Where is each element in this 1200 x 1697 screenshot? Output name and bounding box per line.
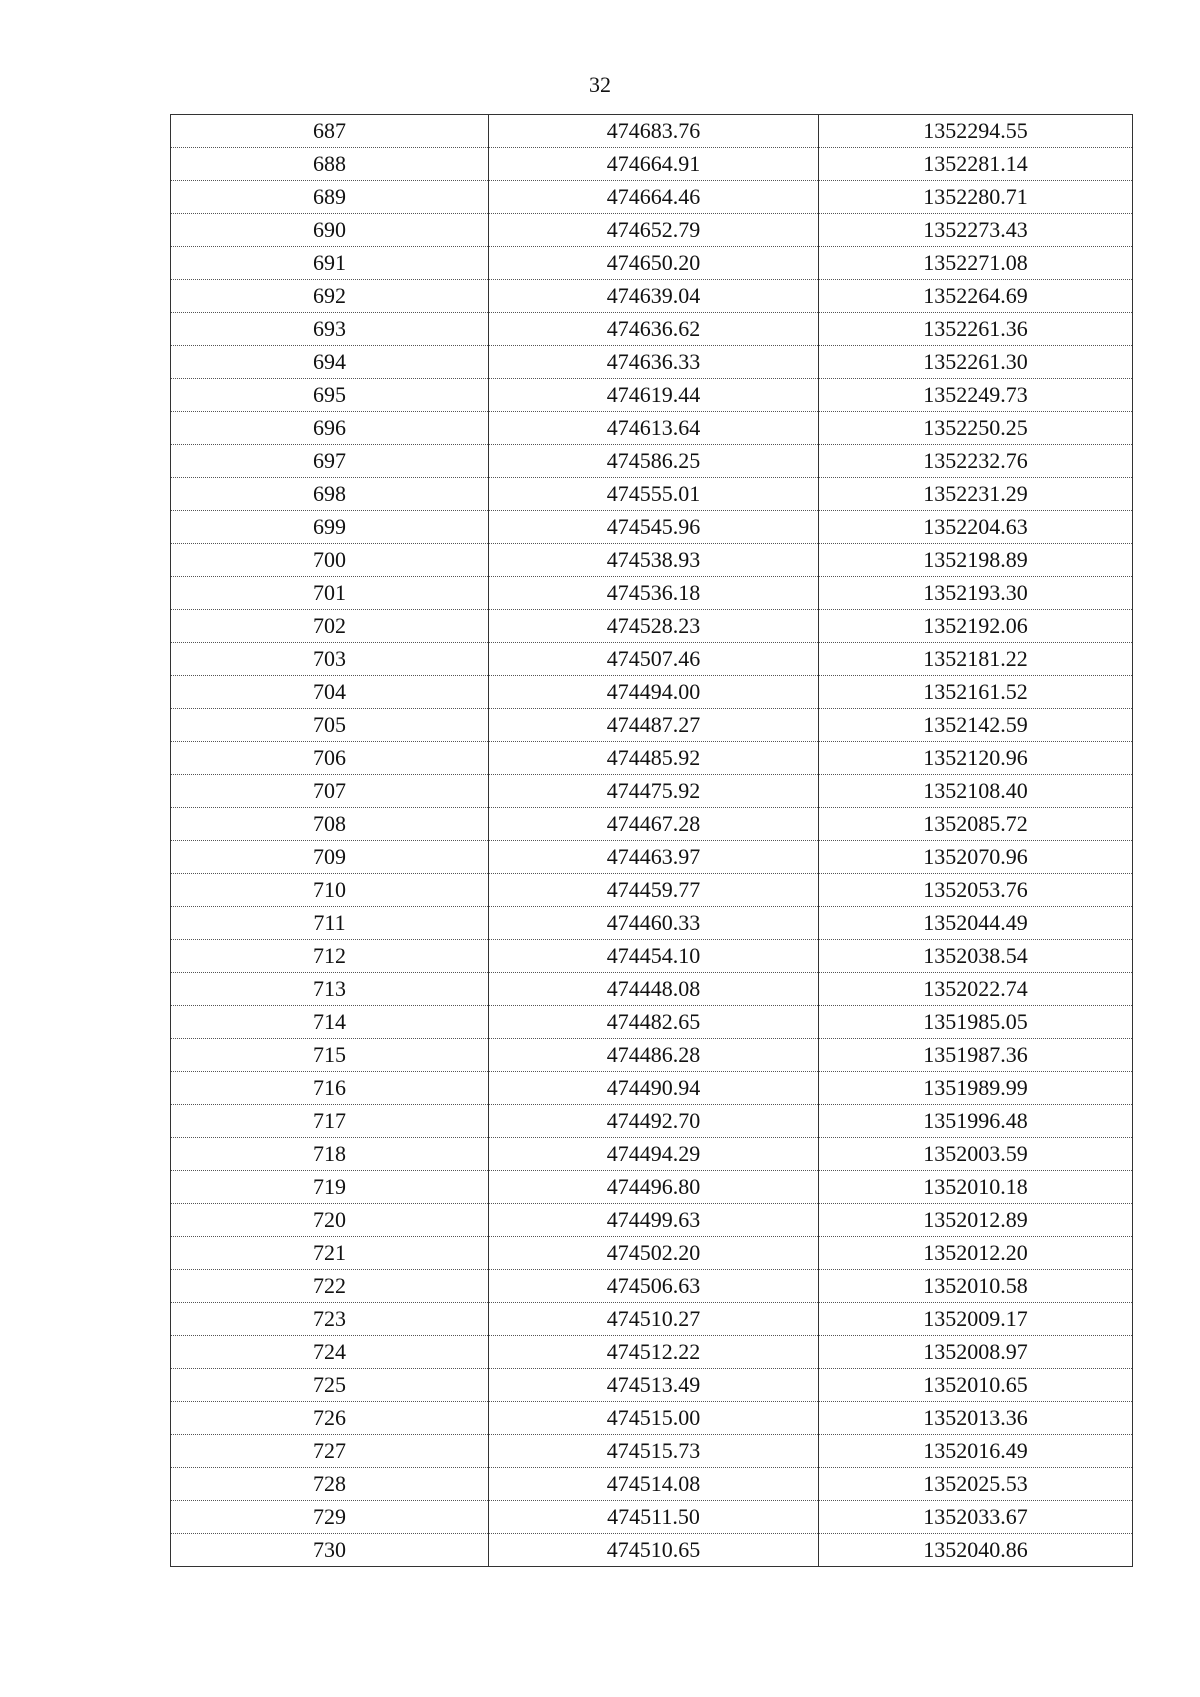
x-coordinate-cell: 474636.62 bbox=[489, 313, 819, 346]
point-number-cell: 690 bbox=[171, 214, 489, 247]
table-row bbox=[171, 1138, 1133, 1171]
table-row bbox=[171, 1270, 1133, 1303]
point-number-cell: 729 bbox=[171, 1501, 489, 1534]
coordinate-table-body bbox=[171, 115, 1133, 1567]
y-coordinate-cell: 1352013.36 bbox=[819, 1402, 1133, 1435]
y-coordinate-cell: 1352273.43 bbox=[819, 214, 1133, 247]
table-row bbox=[171, 346, 1133, 379]
x-coordinate-cell: 474460.33 bbox=[489, 907, 819, 940]
y-coordinate-cell: 1352085.72 bbox=[819, 808, 1133, 841]
point-number-cell: 712 bbox=[171, 940, 489, 973]
table-row bbox=[171, 577, 1133, 610]
point-number-cell: 709 bbox=[171, 841, 489, 874]
x-coordinate-cell: 474555.01 bbox=[489, 478, 819, 511]
point-number-cell: 698 bbox=[171, 478, 489, 511]
table-row bbox=[171, 1303, 1133, 1336]
table-row bbox=[171, 709, 1133, 742]
x-coordinate-cell: 474639.04 bbox=[489, 280, 819, 313]
table-row bbox=[171, 280, 1133, 313]
table-row bbox=[171, 214, 1133, 247]
y-coordinate-cell: 1352012.20 bbox=[819, 1237, 1133, 1270]
table-row bbox=[171, 313, 1133, 346]
point-number-cell: 692 bbox=[171, 280, 489, 313]
x-coordinate-cell: 474492.70 bbox=[489, 1105, 819, 1138]
point-number-cell: 717 bbox=[171, 1105, 489, 1138]
y-coordinate-cell: 1352016.49 bbox=[819, 1435, 1133, 1468]
point-number-cell: 701 bbox=[171, 577, 489, 610]
y-coordinate-cell: 1352193.30 bbox=[819, 577, 1133, 610]
y-coordinate-cell: 1352142.59 bbox=[819, 709, 1133, 742]
x-coordinate-cell: 474454.10 bbox=[489, 940, 819, 973]
point-number-cell: 705 bbox=[171, 709, 489, 742]
point-number-cell: 697 bbox=[171, 445, 489, 478]
x-coordinate-cell: 474502.20 bbox=[489, 1237, 819, 1270]
y-coordinate-cell: 1352192.06 bbox=[819, 610, 1133, 643]
table-row bbox=[171, 808, 1133, 841]
x-coordinate-cell: 474652.79 bbox=[489, 214, 819, 247]
x-coordinate-cell: 474515.00 bbox=[489, 1402, 819, 1435]
y-coordinate-cell: 1352281.14 bbox=[819, 148, 1133, 181]
table-row bbox=[171, 1204, 1133, 1237]
y-coordinate-cell: 1352271.08 bbox=[819, 247, 1133, 280]
x-coordinate-cell: 474506.63 bbox=[489, 1270, 819, 1303]
table-row bbox=[171, 1072, 1133, 1105]
point-number-cell: 702 bbox=[171, 610, 489, 643]
y-coordinate-cell: 1351987.36 bbox=[819, 1039, 1133, 1072]
y-coordinate-cell: 1352025.53 bbox=[819, 1468, 1133, 1501]
table-row bbox=[171, 1402, 1133, 1435]
x-coordinate-cell: 474463.97 bbox=[489, 841, 819, 874]
y-coordinate-cell: 1352008.97 bbox=[819, 1336, 1133, 1369]
y-coordinate-cell: 1352022.74 bbox=[819, 973, 1133, 1006]
point-number-cell: 725 bbox=[171, 1369, 489, 1402]
x-coordinate-cell: 474545.96 bbox=[489, 511, 819, 544]
point-number-cell: 694 bbox=[171, 346, 489, 379]
y-coordinate-cell: 1352003.59 bbox=[819, 1138, 1133, 1171]
x-coordinate-cell: 474514.08 bbox=[489, 1468, 819, 1501]
y-coordinate-cell: 1352232.76 bbox=[819, 445, 1133, 478]
table-row bbox=[171, 742, 1133, 775]
x-coordinate-cell: 474664.46 bbox=[489, 181, 819, 214]
y-coordinate-cell: 1352280.71 bbox=[819, 181, 1133, 214]
x-coordinate-cell: 474586.25 bbox=[489, 445, 819, 478]
point-number-cell: 713 bbox=[171, 973, 489, 1006]
point-number-cell: 700 bbox=[171, 544, 489, 577]
table-row bbox=[171, 1435, 1133, 1468]
table-row bbox=[171, 775, 1133, 808]
table-row bbox=[171, 1501, 1133, 1534]
table-row bbox=[171, 148, 1133, 181]
x-coordinate-cell: 474467.28 bbox=[489, 808, 819, 841]
point-number-cell: 693 bbox=[171, 313, 489, 346]
x-coordinate-cell: 474536.18 bbox=[489, 577, 819, 610]
point-number-cell: 695 bbox=[171, 379, 489, 412]
y-coordinate-cell: 1352053.76 bbox=[819, 874, 1133, 907]
point-number-cell: 728 bbox=[171, 1468, 489, 1501]
point-number-cell: 699 bbox=[171, 511, 489, 544]
x-coordinate-cell: 474515.73 bbox=[489, 1435, 819, 1468]
table-row bbox=[171, 1105, 1133, 1138]
y-coordinate-cell: 1352261.36 bbox=[819, 313, 1133, 346]
point-number-cell: 719 bbox=[171, 1171, 489, 1204]
table-row bbox=[171, 973, 1133, 1006]
y-coordinate-cell: 1352038.54 bbox=[819, 940, 1133, 973]
point-number-cell: 722 bbox=[171, 1270, 489, 1303]
table-row bbox=[171, 610, 1133, 643]
y-coordinate-cell: 1352044.49 bbox=[819, 907, 1133, 940]
x-coordinate-cell: 474459.77 bbox=[489, 874, 819, 907]
point-number-cell: 710 bbox=[171, 874, 489, 907]
x-coordinate-cell: 474487.27 bbox=[489, 709, 819, 742]
point-number-cell: 703 bbox=[171, 643, 489, 676]
point-number-cell: 704 bbox=[171, 676, 489, 709]
x-coordinate-cell: 474538.93 bbox=[489, 544, 819, 577]
table-row bbox=[171, 643, 1133, 676]
y-coordinate-cell: 1352198.89 bbox=[819, 544, 1133, 577]
x-coordinate-cell: 474485.92 bbox=[489, 742, 819, 775]
y-coordinate-cell: 1352012.89 bbox=[819, 1204, 1133, 1237]
y-coordinate-cell: 1351996.48 bbox=[819, 1105, 1133, 1138]
point-number-cell: 714 bbox=[171, 1006, 489, 1039]
y-coordinate-cell: 1352040.86 bbox=[819, 1534, 1133, 1567]
y-coordinate-cell: 1352204.63 bbox=[819, 511, 1133, 544]
table-row bbox=[171, 874, 1133, 907]
table-row bbox=[171, 940, 1133, 973]
x-coordinate-cell: 474650.20 bbox=[489, 247, 819, 280]
table-row bbox=[171, 544, 1133, 577]
x-coordinate-cell: 474683.76 bbox=[489, 115, 819, 148]
point-number-cell: 730 bbox=[171, 1534, 489, 1567]
table-row bbox=[171, 1171, 1133, 1204]
x-coordinate-cell: 474513.49 bbox=[489, 1369, 819, 1402]
point-number-cell: 724 bbox=[171, 1336, 489, 1369]
y-coordinate-cell: 1352250.25 bbox=[819, 412, 1133, 445]
x-coordinate-cell: 474664.91 bbox=[489, 148, 819, 181]
x-coordinate-cell: 474619.44 bbox=[489, 379, 819, 412]
table-row bbox=[171, 1468, 1133, 1501]
y-coordinate-cell: 1352108.40 bbox=[819, 775, 1133, 808]
point-number-cell: 716 bbox=[171, 1072, 489, 1105]
x-coordinate-cell: 474510.65 bbox=[489, 1534, 819, 1567]
y-coordinate-cell: 1352181.22 bbox=[819, 643, 1133, 676]
y-coordinate-cell: 1352033.67 bbox=[819, 1501, 1133, 1534]
y-coordinate-cell: 1352249.73 bbox=[819, 379, 1133, 412]
x-coordinate-cell: 474482.65 bbox=[489, 1006, 819, 1039]
point-number-cell: 721 bbox=[171, 1237, 489, 1270]
table-row bbox=[171, 445, 1133, 478]
table-row bbox=[171, 1006, 1133, 1039]
y-coordinate-cell: 1352010.65 bbox=[819, 1369, 1133, 1402]
y-coordinate-cell: 1352009.17 bbox=[819, 1303, 1133, 1336]
table-row bbox=[171, 412, 1133, 445]
point-number-cell: 726 bbox=[171, 1402, 489, 1435]
x-coordinate-cell: 474507.46 bbox=[489, 643, 819, 676]
y-coordinate-cell: 1352261.30 bbox=[819, 346, 1133, 379]
point-number-cell: 696 bbox=[171, 412, 489, 445]
point-number-cell: 718 bbox=[171, 1138, 489, 1171]
y-coordinate-cell: 1352010.58 bbox=[819, 1270, 1133, 1303]
x-coordinate-cell: 474494.00 bbox=[489, 676, 819, 709]
x-coordinate-cell: 474511.50 bbox=[489, 1501, 819, 1534]
point-number-cell: 723 bbox=[171, 1303, 489, 1336]
table-row bbox=[171, 478, 1133, 511]
y-coordinate-cell: 1351985.05 bbox=[819, 1006, 1133, 1039]
x-coordinate-cell: 474499.63 bbox=[489, 1204, 819, 1237]
x-coordinate-cell: 474510.27 bbox=[489, 1303, 819, 1336]
x-coordinate-cell: 474448.08 bbox=[489, 973, 819, 1006]
table-row bbox=[171, 1039, 1133, 1072]
point-number-cell: 727 bbox=[171, 1435, 489, 1468]
table-row bbox=[171, 115, 1133, 148]
table-row bbox=[171, 1237, 1133, 1270]
x-coordinate-cell: 474496.80 bbox=[489, 1171, 819, 1204]
y-coordinate-cell: 1352294.55 bbox=[819, 115, 1133, 148]
table-row bbox=[171, 907, 1133, 940]
point-number-cell: 706 bbox=[171, 742, 489, 775]
point-number-cell: 715 bbox=[171, 1039, 489, 1072]
page-number: 32 bbox=[589, 72, 611, 97]
x-coordinate-cell: 474486.28 bbox=[489, 1039, 819, 1072]
x-coordinate-cell: 474636.33 bbox=[489, 346, 819, 379]
x-coordinate-cell: 474512.22 bbox=[489, 1336, 819, 1369]
point-number-cell: 691 bbox=[171, 247, 489, 280]
y-coordinate-cell: 1352231.29 bbox=[819, 478, 1133, 511]
table-row bbox=[171, 841, 1133, 874]
y-coordinate-cell: 1352120.96 bbox=[819, 742, 1133, 775]
point-number-cell: 688 bbox=[171, 148, 489, 181]
point-number-cell: 708 bbox=[171, 808, 489, 841]
y-coordinate-cell: 1352010.18 bbox=[819, 1171, 1133, 1204]
y-coordinate-cell: 1352264.69 bbox=[819, 280, 1133, 313]
x-coordinate-cell: 474613.64 bbox=[489, 412, 819, 445]
point-number-cell: 689 bbox=[171, 181, 489, 214]
table-row bbox=[171, 676, 1133, 709]
y-coordinate-cell: 1352161.52 bbox=[819, 676, 1133, 709]
x-coordinate-cell: 474490.94 bbox=[489, 1072, 819, 1105]
table-row bbox=[171, 181, 1133, 214]
point-number-cell: 720 bbox=[171, 1204, 489, 1237]
point-number-cell: 707 bbox=[171, 775, 489, 808]
table-row bbox=[171, 247, 1133, 280]
table-row bbox=[171, 379, 1133, 412]
point-number-cell: 687 bbox=[171, 115, 489, 148]
table-row bbox=[171, 1336, 1133, 1369]
x-coordinate-cell: 474475.92 bbox=[489, 775, 819, 808]
table-row bbox=[171, 1369, 1133, 1402]
y-coordinate-cell: 1352070.96 bbox=[819, 841, 1133, 874]
point-number-cell: 711 bbox=[171, 907, 489, 940]
y-coordinate-cell: 1351989.99 bbox=[819, 1072, 1133, 1105]
x-coordinate-cell: 474528.23 bbox=[489, 610, 819, 643]
table-row bbox=[171, 1534, 1133, 1567]
coordinate-table bbox=[170, 114, 1133, 1567]
x-coordinate-cell: 474494.29 bbox=[489, 1138, 819, 1171]
table-row bbox=[171, 511, 1133, 544]
